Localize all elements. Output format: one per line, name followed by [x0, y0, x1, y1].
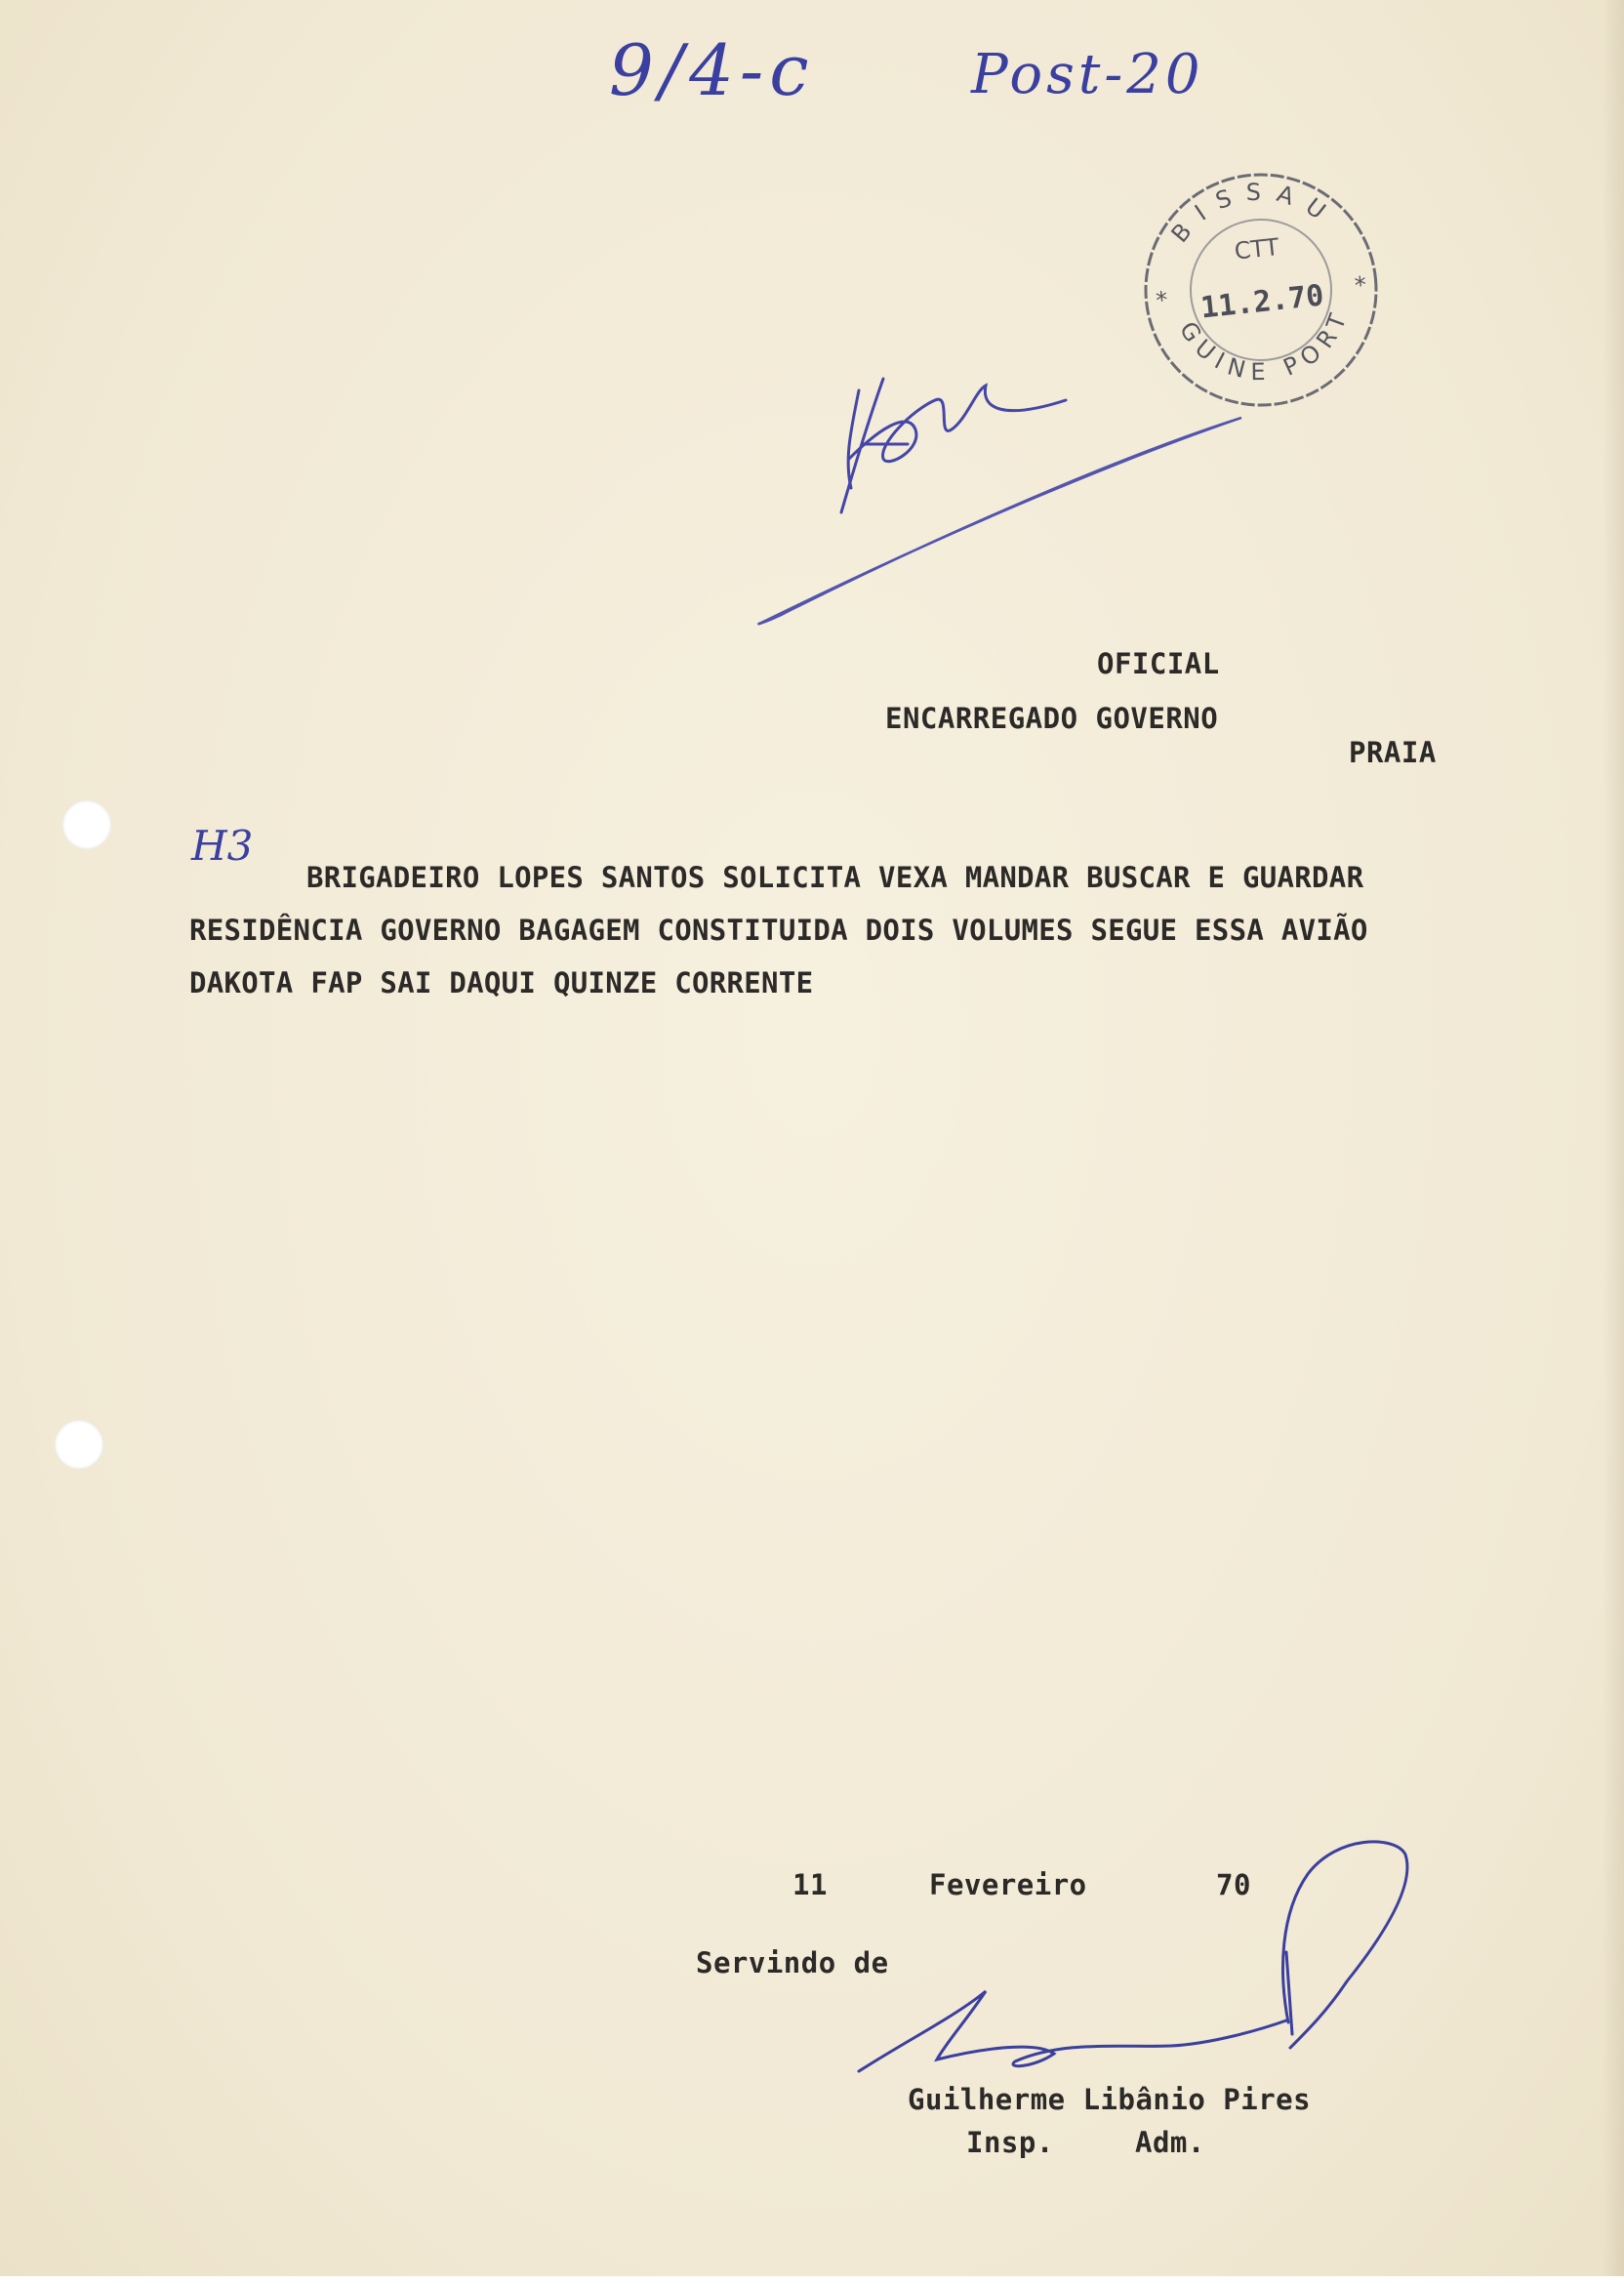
header-destination: PRAIA [1349, 736, 1437, 769]
header-recipient: ENCARREGADO GOVERNO [885, 702, 1219, 735]
postmark-top-text: BISSAU [1165, 178, 1342, 248]
signatory-title-adm: Adm. [1135, 2126, 1205, 2159]
postmark-bottom-text: GUINE PORT [1173, 303, 1355, 387]
postmark-star-left: * [1155, 286, 1169, 315]
message-line-2: RESIDÊNCIA GOVERNO BAGAGEM CONSTITUIDA DOIS VOLUMES SEGUE ESSA AVIÃO [189, 914, 1368, 947]
date-year: 70 [1216, 1868, 1251, 1901]
postmark-center-label: CTT [1233, 232, 1280, 265]
annotation-top-left: 9/4-c [609, 29, 815, 111]
punch-hole-lower [55, 1420, 103, 1469]
postmark-date: 11.2.70 [1198, 278, 1326, 326]
punch-hole-upper [62, 800, 111, 849]
date-month: Fevereiro [929, 1868, 1087, 1901]
annotation-top-right: Post-20 [971, 43, 1204, 106]
message-body [189, 851, 1536, 1009]
signatory-title-insp: Insp. [966, 2126, 1054, 2159]
header-oficial: OFICIAL [1097, 647, 1220, 680]
postmark-star-right: * [1353, 270, 1368, 300]
date-day: 11 [792, 1868, 828, 1901]
page-edge-shadow [1603, 0, 1624, 2284]
scan-bottom-strip [0, 2276, 1624, 2284]
message-line-3: DAKOTA FAP SAI DAQUI QUINZE CORRENTE [189, 966, 814, 999]
message-line-1: BRIGADEIRO LOPES SANTOS SOLICITA VEXA MANDAR BUSCAR E GUARDAR [306, 861, 1364, 894]
paragraph-mark: H3 [191, 822, 254, 870]
serving-label: Servindo de [696, 1946, 889, 1979]
signatory-name: Guilherme Libânio Pires [908, 2083, 1312, 2116]
